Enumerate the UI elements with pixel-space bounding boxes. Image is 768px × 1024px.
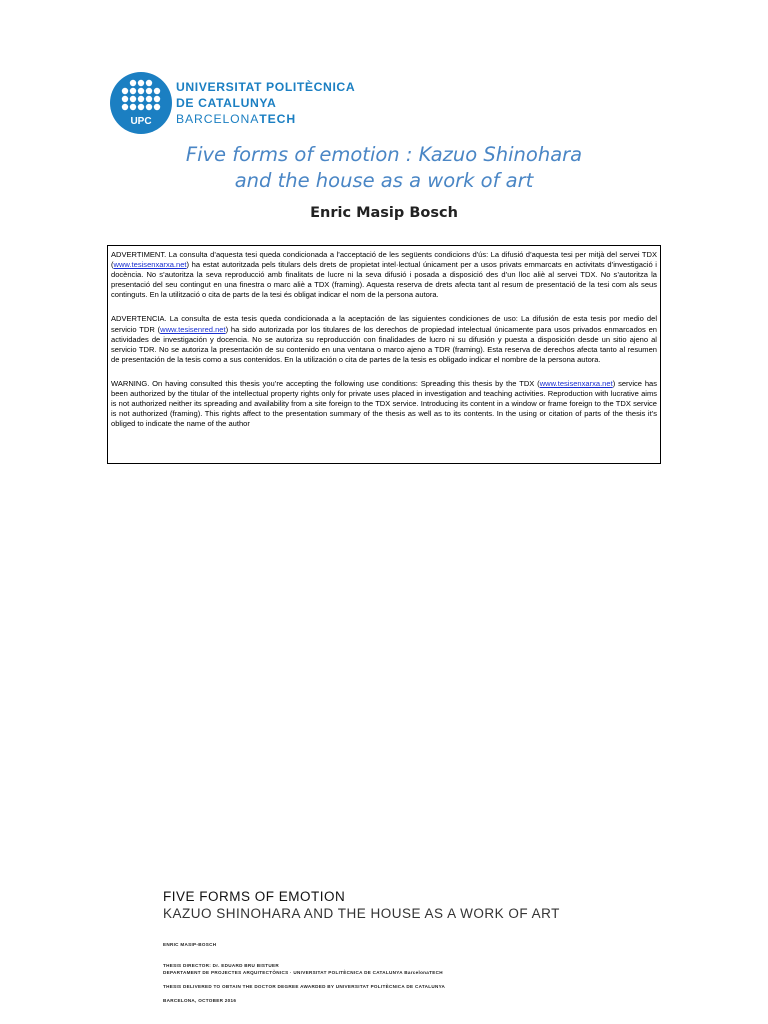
cover-director: THESIS DIRECTOR: Dr. EDUARD BRU BISTUER — [163, 963, 280, 968]
cover-title-line-2: KAZUO SHINOHARA AND THE HOUSE AS A WORK OF ART — [163, 906, 560, 921]
university-line-1: UNIVERSITAT POLITÈCNICA — [176, 80, 356, 94]
thesis-title-line-2: and the house as a work of art — [234, 169, 534, 192]
notice-spanish: ADVERTENCIA. La consulta de esta tesis queda condicionada a la aceptación de las siguientes condiciones de uso: La difusión de esta tesis por medio del servicio TDR (www.tesisenred.net) ha sido autorizada por los titulares de los derechos de propiedad intelectual únicamente para usos privados enmarcados en actividades de investigación y docencia. No se autoriza su reproducción con finalidades de lucro ni su difusión y puesta a disposición desde un sitio ajeno al servicio TDR. No se autoriza la presentación de su contenido en una ventana o marco ajeno a TDR (framing). Esta reserva de derechos afecta tanto al resumen de presentación de la tesis como a sus contenidos. En la utilización o cita de partes de la tesis es obligado indicar el nombre de la persona autora. — [111, 314, 657, 364]
tdr-link[interactable]: www.tesisenred.net — [160, 324, 226, 334]
usage-notice-box — [107, 245, 661, 464]
notice-catalan: ADVERTIMENT. La consulta d’aquesta tesi queda condicionada a l’acceptació de les següents condicions d'ús: La difusió d’aquesta tesi per mitjà del servei TDX (www.tesisenxarxa.net) ha estat autoritzada pels titulars dels drets de propietat intel·lectual únicament per a usos privats emmarcats en activitats d’investigació i docència. No s’autoritza la seva reproducció amb finalitats de lucre ni la seva difusió i posada a disposició des d’un lloc aliè al servei TDX. No s’autoritza la presentació del seu contingut en una finestra o marc aliè a TDX (framing). Aquesta reserva de drets afecta tant al resum de presentació de la tesi com als seus continguts. En la utilització o cita de parts de la tesi és obligat indicar el nom de la persona autora. — [111, 250, 657, 300]
tdx-link-english[interactable]: www.tesisenxarxa.net — [539, 378, 613, 388]
cover-degree: THESIS DELIVERED TO OBTAIN THE DOCTOR DEGREE AWARDED BY UNIVERSITAT POLITÈCNICA DE CATALUNYA — [163, 984, 446, 989]
thesis-title-line-1: Five forms of emotion : Kazuo Shinohara — [185, 143, 583, 166]
university-name — [176, 79, 355, 127]
thesis-title — [0, 142, 768, 194]
university-line-3: BARCELONATECH — [176, 112, 297, 126]
upc-logo-icon — [110, 72, 172, 134]
cover-author: ENRIC MASIP-BOSCH — [163, 942, 217, 947]
logo-text: UPC — [130, 116, 152, 127]
university-line-2: DE CATALUNYA — [176, 96, 277, 110]
cover-title — [163, 888, 560, 922]
cover-title-line-1: FIVE FORMS OF EMOTION — [163, 889, 346, 904]
cover-place-date: BARCELONA, OCTOBER 2016 — [163, 998, 237, 1003]
notice-english: WARNING. On having consulted this thesis you’re accepting the following use conditions: Spreading this thesis by the TDX (www.tesisenxarxa.net) service has been authorized by the titular of the intellectual property rights only for private uses placed in investigation and teaching activities. Reproduction with lucrative aims is not authorized neither its spreading and availability from a site foreign to the TDX service. Introducing its content in a window or frame foreign to the TDX service is not authorized (framing). This rights affect to the presentation summary of the thesis as well as to its contents. In the using or citation of parts of the thesis it’s obliged to indicate the name of the author — [111, 378, 658, 429]
tdx-link[interactable]: www.tesisenxarxa.net — [113, 260, 187, 270]
thesis-author: Enric Masip Bosch — [310, 205, 458, 221]
cover-department: DEPARTAMENT DE PROJECTES ARQUITECTÒNICS · UNIVERSITAT POLITÈCNICA DE CATALUNYA BarcelonaTECH — [163, 969, 443, 975]
